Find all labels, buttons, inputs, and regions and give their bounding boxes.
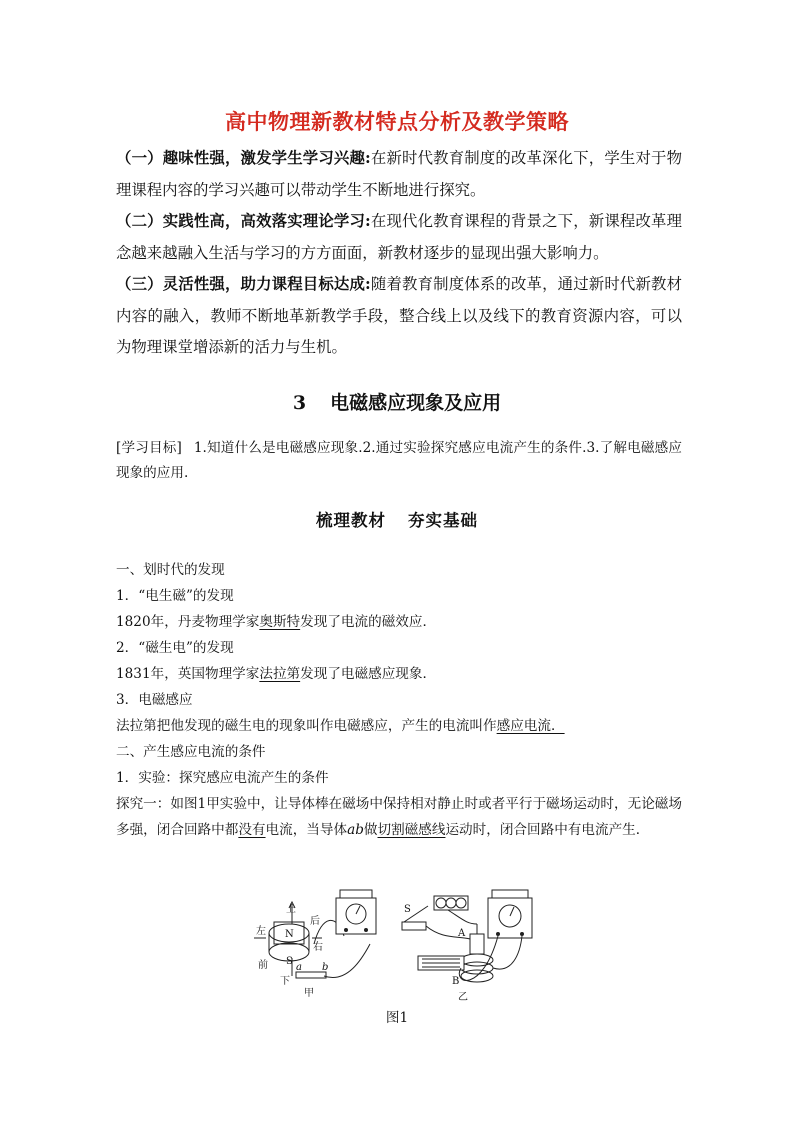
- section-heading-right: 夯实基础: [408, 511, 478, 530]
- figure-b-battery: [434, 896, 468, 910]
- figure-b-galvanometer: [488, 890, 532, 938]
- figure-b-rheostat: [418, 956, 464, 970]
- label-north: N: [285, 929, 294, 940]
- figure-b-wire-2: [448, 910, 477, 924]
- label-switch-s: S: [404, 904, 411, 915]
- figure-a-galvanometer: [336, 890, 376, 934]
- intro-section: [116, 143, 682, 364]
- item1-text: [116, 609, 682, 635]
- item3-text: [116, 713, 682, 739]
- main-title: 高中物理新教材特点分析及教学策略: [225, 110, 569, 134]
- conductor-ab: ab: [347, 822, 364, 838]
- item2-title: 2．“磁生电”的发现: [116, 640, 234, 656]
- label-a: a: [296, 962, 302, 973]
- experiment-figure: [252, 884, 552, 1002]
- label-coil-b: B: [452, 976, 460, 987]
- label-yi: 乙: [458, 992, 468, 1002]
- intro-text-3: 随着教育制度体系的改革，通过新时代新教材内容的融入，教师不断地革新教学手段，整合线上以及线下的教育资源内容，可以为物理课堂增添新的活力与生机。: [116, 275, 682, 356]
- label-left: 左: [256, 926, 266, 937]
- chapter-title: [0, 388, 794, 415]
- chapter-number: 3: [292, 392, 307, 414]
- label-up: 上: [286, 904, 296, 915]
- body-content: [116, 557, 682, 843]
- intro-paragraph-1: [116, 143, 682, 206]
- item1-title: 1．“电生磁”的发现: [116, 588, 234, 604]
- chapter-name: 电磁感应现象及应用: [330, 392, 502, 414]
- item1-pre: 1820年，丹麦物理学家: [116, 614, 260, 630]
- label-jia: 甲: [304, 988, 314, 999]
- label-b: b: [322, 962, 329, 973]
- item2-post: 发现了电磁感应现象．: [300, 666, 437, 682]
- faraday-blank: 法拉第: [259, 666, 301, 682]
- intro-paragraph-3: [116, 269, 682, 364]
- exp1-part-a: 探究一：如图1甲实验中，让导体棒在磁场中保持相对静止时或者平行于磁场运动时，无论磁场多强，闭合回路中都: [116, 796, 682, 838]
- heading-conditions: 二、产生感应电流的条件: [116, 744, 266, 760]
- exp1-part-c: 做: [363, 822, 378, 838]
- figure-b-wire-3: [493, 936, 522, 969]
- label-coil-a: A: [458, 928, 466, 939]
- item3-pre: 法拉第把他发现的磁生电的现象叫作电磁感应，产生的电流叫作: [116, 718, 497, 734]
- cutting-field-lines-blank: 切割磁感线: [377, 822, 446, 838]
- section-heading-left: 梳理教材: [316, 511, 386, 530]
- oersted-blank: 奥斯特: [259, 614, 301, 630]
- experiment-diagram: [252, 884, 552, 1002]
- experiment-one-text: [116, 791, 682, 843]
- learning-goals-text: 1.知道什么是电磁感应现象.2.通过实验探究感应电流产生的条件.3.了解电磁感应现象的应用.: [116, 440, 682, 481]
- figure-a-wire-2: [324, 944, 370, 978]
- figure-b-coil-a: [470, 924, 484, 954]
- label-down: 下: [280, 976, 290, 987]
- figure-caption: 图1: [385, 1010, 409, 1026]
- learning-goals-tag: [学习目标]: [116, 440, 182, 456]
- label-back: 后: [310, 916, 320, 927]
- intro-paragraph-2: [116, 206, 682, 269]
- label-front: 前: [258, 960, 268, 971]
- intro-text-2: 在现代化教育课程的背景之下，新课程改革理念越来越融入生活与学习的方方面面，新教材逐步的显现出强大影响力。: [116, 212, 682, 262]
- intro-heading-2: （二）实践性高，高效落实理论学习:: [116, 212, 371, 230]
- exp1-part-b: 电流，当导体: [265, 822, 348, 838]
- item1-post: 发现了电流的磁效应．: [300, 614, 437, 630]
- heading-discovery: 一、划时代的发现: [116, 562, 225, 578]
- item2-pre: 1831年，英国物理学家: [116, 666, 260, 682]
- intro-heading-3: （三）灵活性强，助力课程目标达成:: [116, 275, 371, 293]
- induced-current-blank: 感应电流．: [496, 718, 565, 734]
- figure-b-coil-b: [461, 954, 493, 982]
- experiment-title: 1．实验：探究感应电流产生的条件: [116, 770, 329, 786]
- intro-heading-1: （一）趣味性强，激发学生学习兴趣:: [116, 149, 371, 167]
- learning-goals: [116, 436, 682, 486]
- exp1-part-d: 运动时，闭合回路中有电流产生．: [445, 822, 650, 838]
- section-heading: [0, 507, 794, 531]
- item2-text: [116, 661, 682, 687]
- no-current-blank: 没有: [238, 822, 266, 838]
- label-south: S: [286, 956, 293, 967]
- item3-title: 3．电磁感应: [116, 692, 193, 708]
- intro-text-1: 在新时代教育制度的改革深化下，学生对于物理课程内容的学习兴趣可以带动学生不断地进行探究。: [116, 149, 682, 199]
- label-right: 右: [313, 942, 323, 953]
